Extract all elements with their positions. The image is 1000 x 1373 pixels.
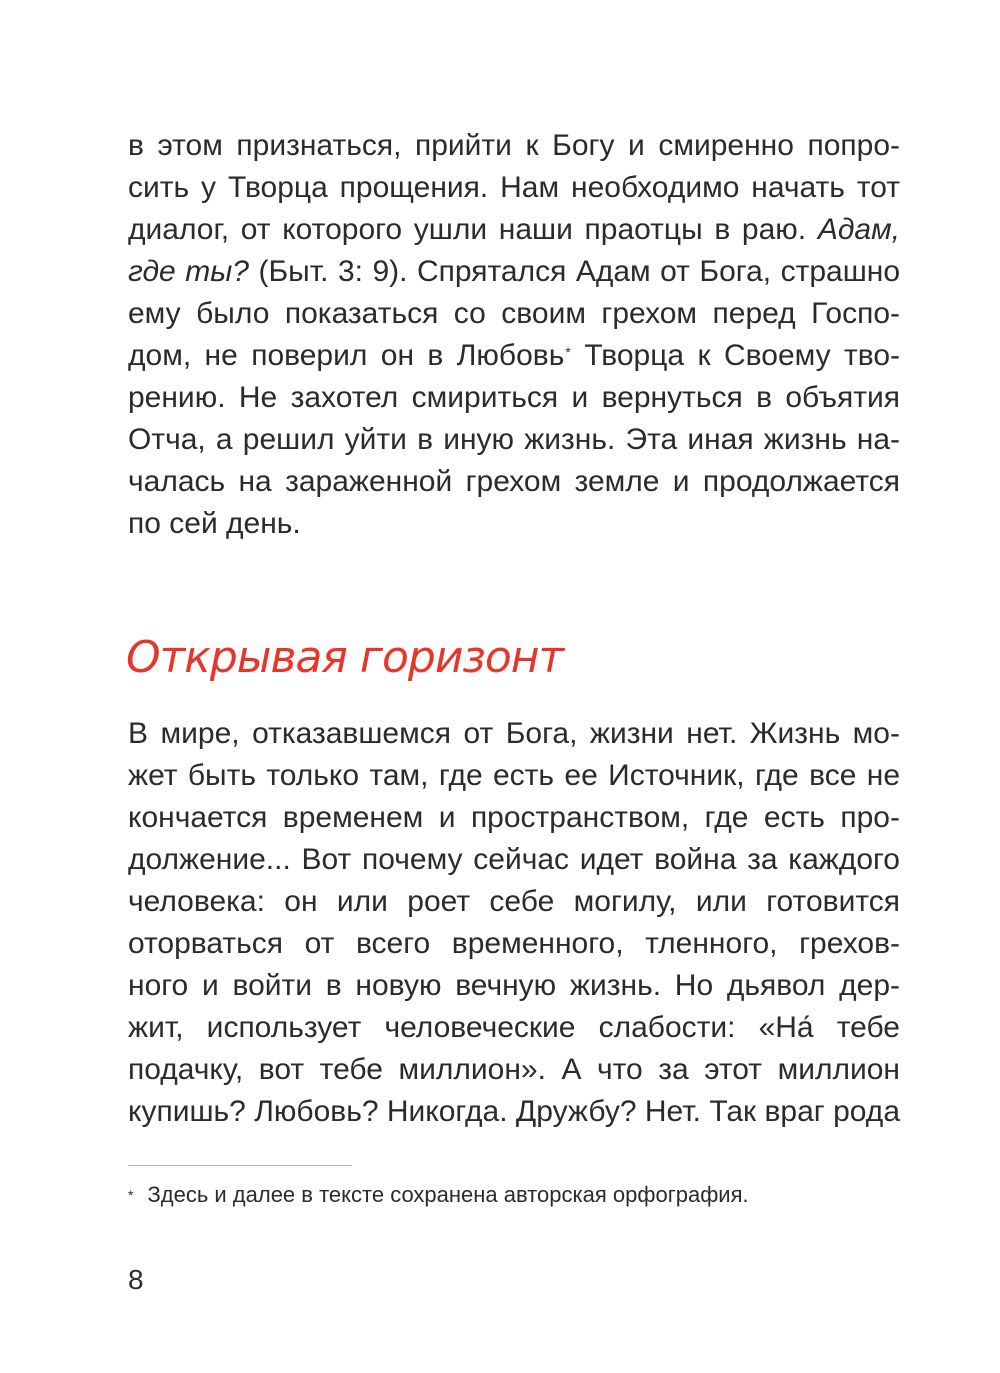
section-heading: Открывая горизонт [126, 632, 564, 683]
text-line: сить у Творца прощения. Нам необходимо начать тот [128, 171, 900, 204]
footnote-mark: * [128, 1187, 134, 1203]
text-line: В мире, отказавшемся от Бога, жизни нет. Жизнь мо- [128, 717, 900, 750]
text-line: оторваться от всего временного, тленного, грехов- [128, 927, 900, 960]
text-line: кончается временем и пространством, где есть про- [128, 801, 900, 834]
text-line [128, 251, 900, 293]
text-line: подачку, вот тебе миллион». А что за этот миллион [128, 1053, 900, 1086]
paragraph-section [128, 713, 900, 1133]
text-line: человека: он или роет себе могилу, или готовится [128, 885, 900, 918]
text-run: (Быт. 3: 9). Спрятался Адам от Бога, страшно [248, 255, 901, 288]
text-line [128, 335, 900, 377]
footnote-divider [128, 1165, 352, 1166]
text-line: чалась на зараженной грехом земле и продолжается [128, 465, 900, 498]
page-number: 8 [128, 1264, 144, 1295]
text-line: жит, использует человеческие слабости: «На́ тебе [128, 1011, 900, 1044]
text-line: купишь? Любовь? Никогда. Дружбу? Нет. Так враг рода [128, 1095, 900, 1128]
footnote-text: Здесь и далее в тексте сохранена авторская орфография. [147, 1182, 749, 1207]
text-run: Творца к Своему тво- [570, 339, 900, 372]
text-line: должение... Вот почему сейчас идет война за каждого [128, 843, 900, 876]
text-run: дом, не поверил он в Любовь [128, 339, 565, 372]
scripture-quote: где ты? [128, 255, 249, 288]
text-line: в этом признаться, прийти к Богу и смиренно попро- [128, 129, 900, 162]
scripture-quote: Адам, [817, 213, 900, 246]
text-line: ного и войти в новую вечную жизнь. Но дьявол дер- [128, 969, 900, 1002]
text-line: рению. Не захотел смириться и вернуться в объятия [128, 381, 900, 414]
text-line: Отча, а решил уйти в иную жизнь. Эта иная жизнь на- [128, 423, 900, 456]
text-run: диалог, от которого ушли наши праотцы в раю. [128, 213, 818, 246]
text-line [128, 209, 900, 251]
text-line: ему было показаться со своим грехом перед Госпо- [128, 297, 900, 330]
paragraph-continued [128, 125, 900, 545]
footnote [128, 1180, 749, 1210]
text-line: жет быть только там, где есть ее Источник, где все не [128, 759, 900, 792]
footnote-reference-mark: * [565, 344, 571, 360]
text-line: по сей день. [128, 507, 301, 540]
